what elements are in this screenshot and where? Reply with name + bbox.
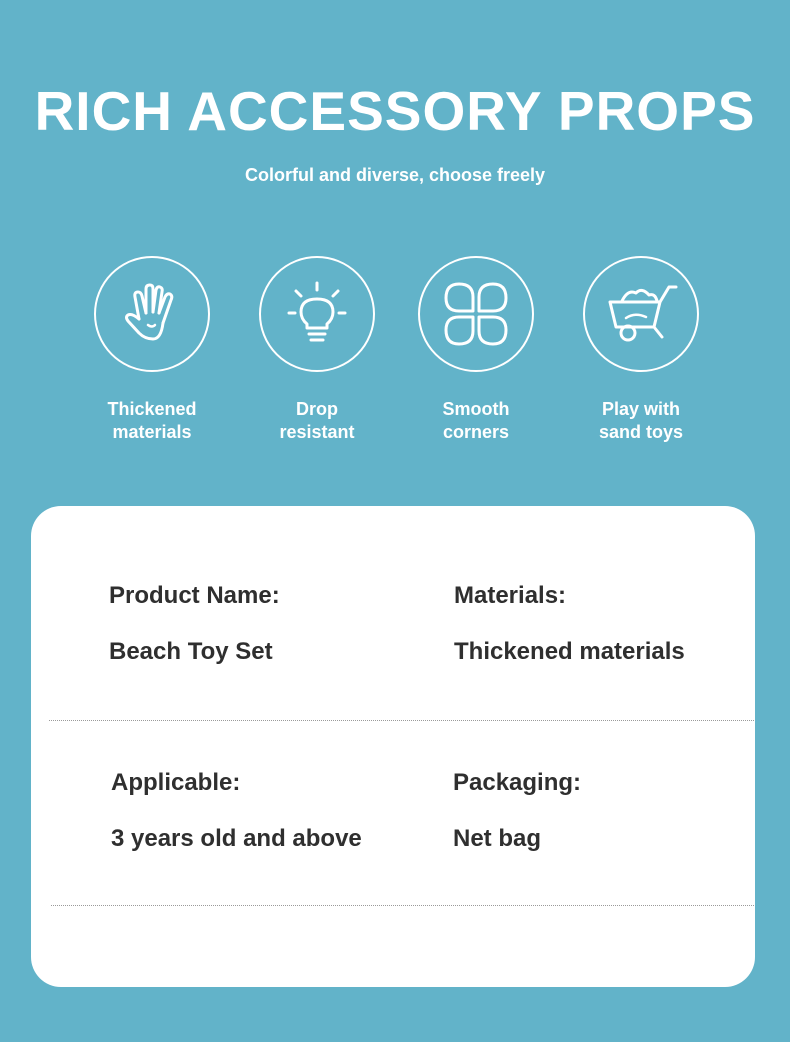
feature-label: Drop resistant — [279, 399, 355, 442]
product-name-label: Product Name: — [109, 582, 280, 609]
feature-icon-circle — [259, 256, 375, 372]
feature-icon-circle — [94, 256, 210, 372]
divider — [51, 905, 754, 906]
applicable-label: Applicable: — [111, 769, 241, 796]
product-name-value: Beach Toy Set — [109, 638, 273, 665]
hand-icon — [117, 279, 187, 349]
lightbulb-icon — [280, 277, 354, 351]
sand-cart-icon — [602, 281, 680, 347]
packaging-label: Packaging: — [453, 769, 582, 796]
feature-thickened-materials — [72, 256, 232, 444]
feature-label: Thickened materials — [107, 399, 197, 442]
applicable-value: 3 years old and above — [111, 825, 362, 852]
feature-drop-resistant — [237, 256, 397, 444]
page-title: RICH ACCESSORY PROPS — [34, 80, 756, 142]
materials-value: Thickened materials — [454, 638, 685, 665]
materials-label: Materials: — [454, 582, 567, 609]
page-subtitle: Colorful and diverse, choose freely — [244, 165, 546, 185]
feature-smooth-corners — [396, 256, 556, 444]
feature-sand-toys — [561, 256, 721, 444]
product-info-card — [31, 506, 755, 987]
feature-label: Play with sand toys — [598, 399, 684, 442]
feature-label: Smooth corners — [442, 399, 510, 442]
feature-icon-circle — [583, 256, 699, 372]
clover-icon — [440, 278, 512, 350]
feature-icon-circle — [418, 256, 534, 372]
divider — [49, 720, 754, 721]
packaging-value: Net bag — [453, 825, 542, 852]
